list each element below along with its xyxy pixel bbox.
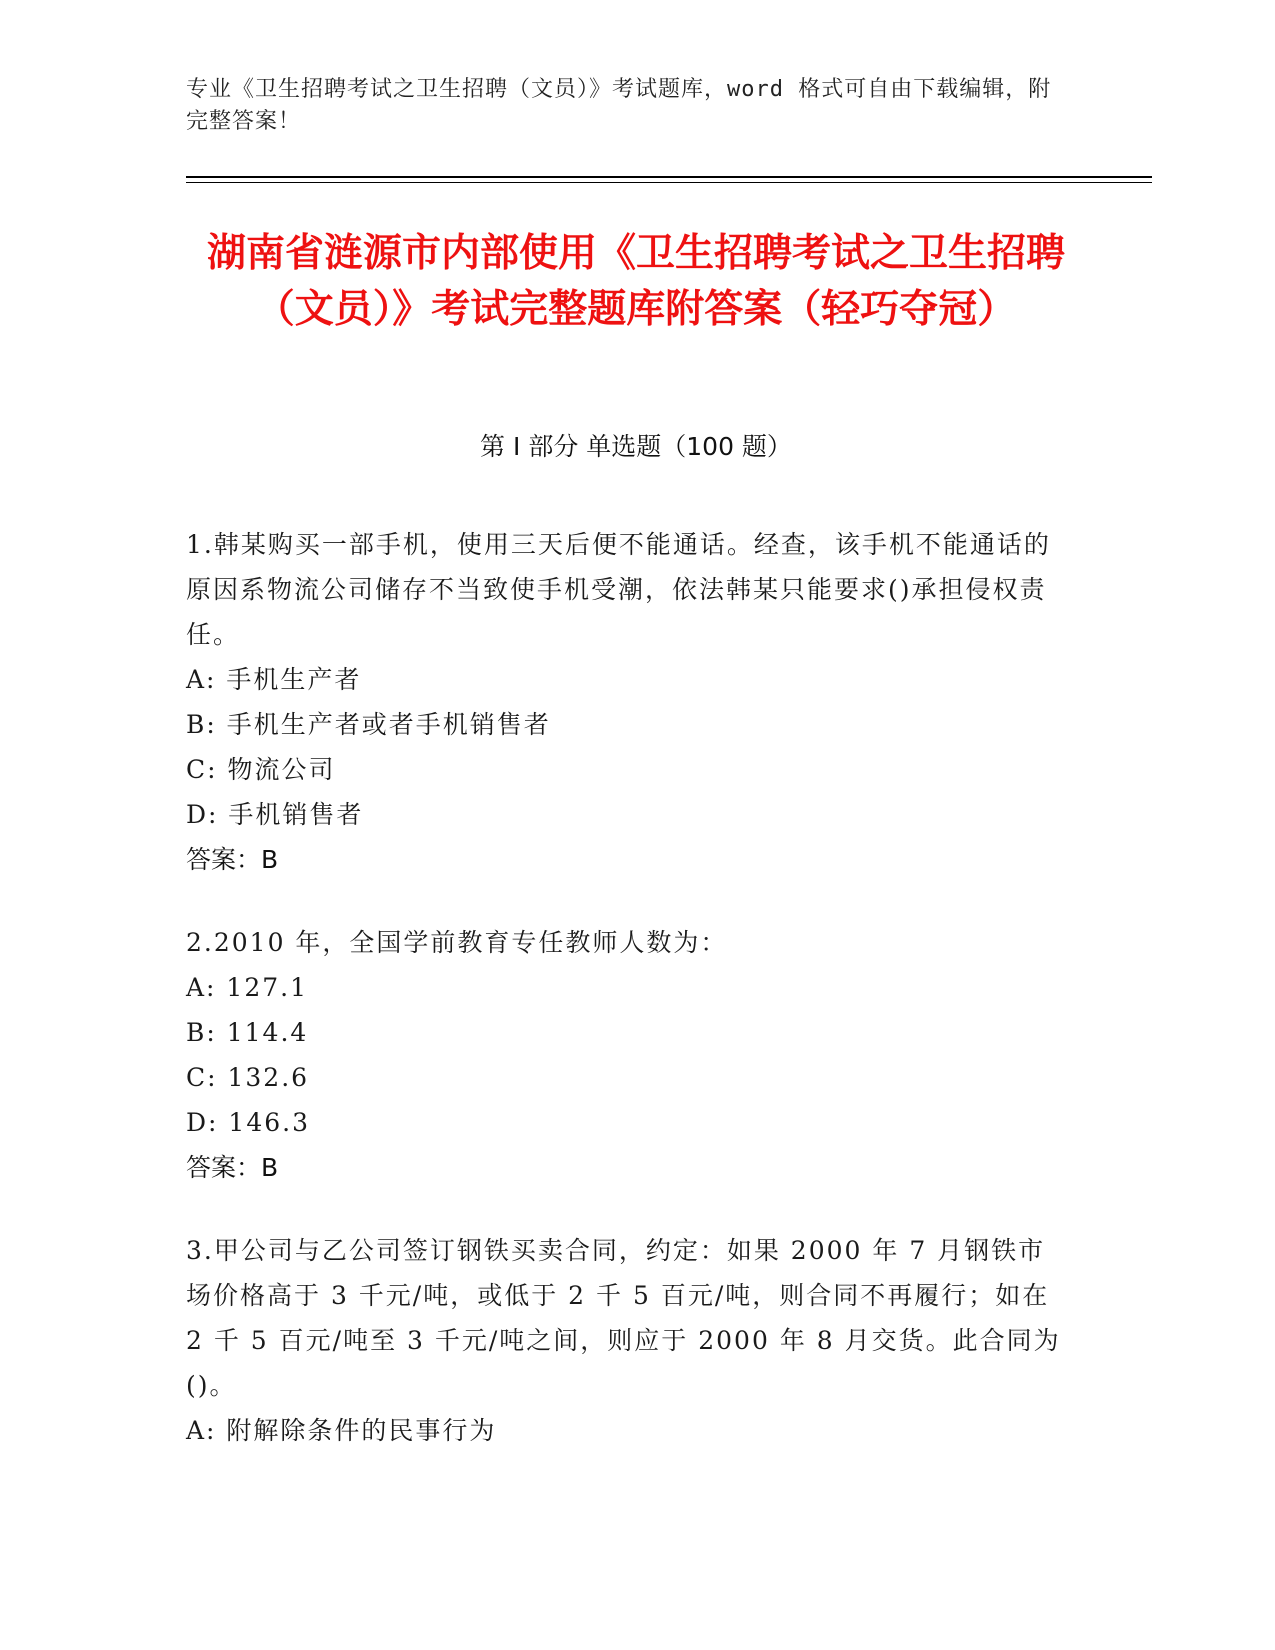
option-c: C: 132.6 — [186, 1063, 310, 1092]
option-b: B: 114.4 — [186, 1018, 309, 1047]
document-title: 湖南省涟源市内部使用《卫生招聘考试之卫生招聘（文员）》考试完整题库附答案（轻巧夺冠） — [206, 231, 1065, 332]
question-3 — [186, 1228, 1066, 1453]
section-heading: 第 I 部分 单选题（100 题） — [480, 432, 792, 461]
header-rule-thick — [186, 176, 1152, 178]
question-2 — [186, 920, 1066, 1190]
answer: 答案：B — [186, 845, 279, 874]
option-a: A: 附解除条件的民事行为 — [186, 1416, 497, 1445]
header-rule-thin — [186, 182, 1152, 183]
option-a: A: 手机生产者 — [186, 665, 362, 694]
question-list — [186, 522, 1066, 1491]
option-a: A: 127.1 — [186, 973, 308, 1002]
question-stem: 2.2010 年，全国学前教育专任教师人数为： — [186, 928, 728, 957]
question-stem: 3.甲公司与乙公司签订钢铁买卖合同，约定：如果 2000 年 7 月钢铁市场价格高于 3 千元/吨，或低于 2 千 5 百元/吨，则合同不再履行；如在 2 千 5 百元/吨至 3 千元/吨之间，则应于 2000 年 8 月交货。此合同为()。 — [186, 1236, 1061, 1400]
option-b: B: 手机生产者或者手机销售者 — [186, 710, 551, 739]
option-c: C: 物流公司 — [186, 755, 336, 784]
header-note: 专业《卫生招聘考试之卫生招聘（文员）》考试题库，word 格式可自由下载编辑，附完整答案！ — [186, 77, 1052, 134]
option-d: D: 146.3 — [186, 1108, 310, 1137]
option-d: D: 手机销售者 — [186, 800, 364, 829]
answer: 答案：B — [186, 1153, 279, 1182]
question-1 — [186, 522, 1066, 882]
question-stem: 1.韩某购买一部手机，使用三天后便不能通话。经查，该手机不能通话的原因系物流公司储存不当致使手机受潮，依法韩某只能要求()承担侵权责任。 — [186, 530, 1051, 649]
